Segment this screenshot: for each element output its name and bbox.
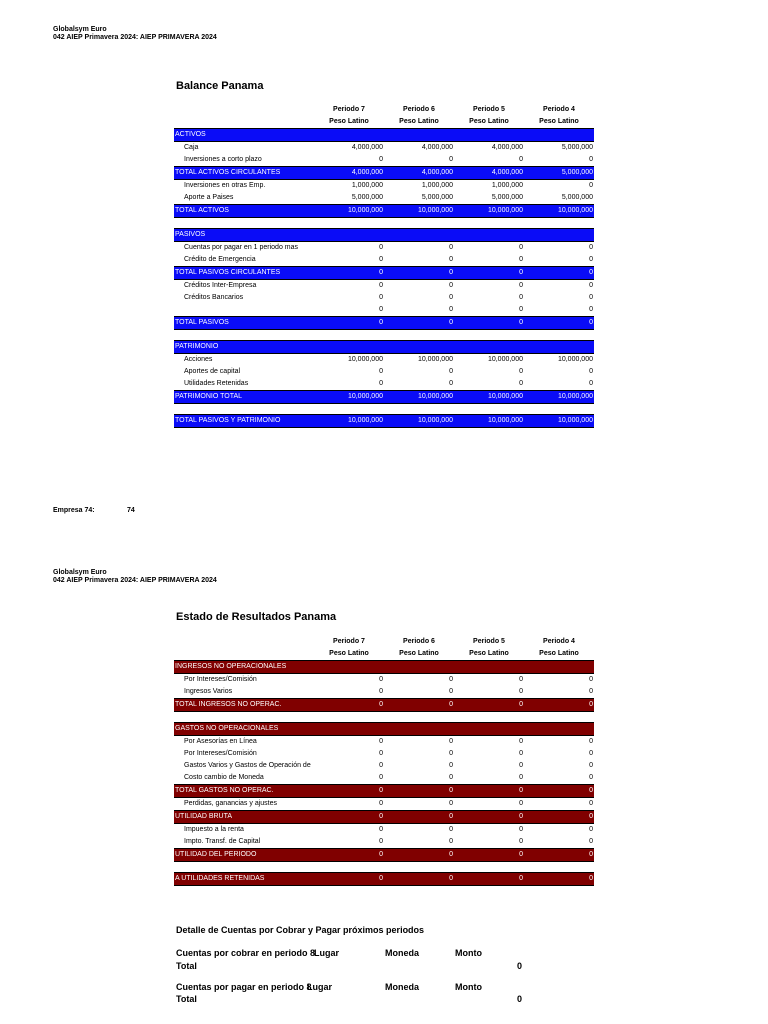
payables-place-header: Lugar — [307, 982, 333, 992]
results-currency-header-row — [174, 648, 594, 661]
row-value — [314, 218, 384, 229]
row-label: Cuentas por pagar en 1 periodo mas — [184, 244, 299, 251]
row-value — [524, 341, 594, 354]
row-label: Utilidades Retenidas — [184, 380, 249, 387]
row-value: 10,000,000 — [384, 391, 454, 404]
row-value: 0 — [379, 688, 383, 695]
row-value — [314, 330, 384, 341]
results-title: Estado de Resultados Panama — [176, 611, 337, 623]
row-label: Aportes de capital — [184, 368, 241, 375]
row-label: TOTAL INGRESOS NO OPERAC. — [174, 699, 314, 712]
row-value: 0 — [589, 306, 593, 313]
row-value: 0 — [314, 317, 384, 330]
row-value: 0 — [589, 156, 593, 163]
row-value — [454, 129, 524, 142]
payables-total-label: Total — [176, 994, 197, 1004]
row-value — [524, 712, 594, 723]
row-label: Crédito de Emergencia — [184, 256, 256, 263]
row-value — [314, 712, 384, 723]
row-value: 0 — [449, 688, 453, 695]
row-value: 0 — [524, 699, 594, 712]
row-value — [524, 129, 594, 142]
row-label: UTILIDAD DEL PERIODO — [174, 849, 314, 862]
row-value: 0 — [379, 294, 383, 301]
header-company-name: Globalsym Euro — [53, 26, 107, 33]
row-value — [524, 229, 594, 242]
row-value: 10,000,000 — [347, 356, 383, 363]
row-value: 4,000,000 — [314, 167, 384, 180]
row-value: 0 — [519, 800, 523, 807]
row-value: 0 — [314, 785, 384, 798]
row-value: 0 — [519, 244, 523, 251]
row-value: 5,000,000 — [561, 194, 593, 201]
receivables-total-value: 0 — [517, 961, 523, 971]
row-label: INGRESOS NO OPERACIONALES — [174, 661, 314, 674]
row-value: 10,000,000 — [524, 205, 594, 218]
row-value: 0 — [449, 244, 453, 251]
receivables-label: Cuentas por cobrar en periodo 8 — [176, 948, 316, 958]
payables-currency-header: Moneda — [385, 982, 420, 992]
balance-period-header-row — [174, 104, 594, 116]
row-value — [524, 661, 594, 674]
table-row — [174, 366, 594, 378]
row-value — [384, 723, 454, 736]
row-value: 0 — [384, 849, 454, 862]
row-value: 0 — [589, 738, 593, 745]
row-label: Inversiones en otras Emp. — [184, 182, 266, 189]
row-value: 0 — [384, 811, 454, 824]
row-value — [384, 229, 454, 242]
row-value: 0 — [384, 317, 454, 330]
row-value: 0 — [519, 738, 523, 745]
spacer-row — [174, 712, 594, 723]
row-value: 0 — [519, 688, 523, 695]
payables-amount-header: Monto — [455, 982, 482, 992]
row-value — [384, 712, 454, 723]
receivables-place-header: Lugar — [314, 948, 340, 958]
row-value: 0 — [384, 785, 454, 798]
row-value: 4,000,000 — [491, 144, 523, 151]
table-row — [174, 242, 594, 255]
table-row — [174, 760, 594, 772]
row-value: 0 — [449, 676, 453, 683]
table-row — [174, 142, 594, 155]
section-band-row — [174, 785, 594, 798]
row-value — [384, 862, 454, 873]
row-value: 10,000,000 — [487, 356, 523, 363]
results-table — [174, 636, 594, 886]
row-value: 0 — [589, 294, 593, 301]
row-value: 0 — [519, 368, 523, 375]
currency-header: Peso Latino — [469, 650, 509, 657]
row-value: 0 — [379, 762, 383, 769]
row-value: 0 — [589, 688, 593, 695]
payables-label: Cuentas por pagar en periodo 8 — [176, 982, 312, 992]
table-row — [174, 686, 594, 699]
balance-table — [174, 104, 594, 428]
row-value: 1,000,000 — [491, 182, 523, 189]
row-value: 1,000,000 — [351, 182, 383, 189]
row-value — [314, 723, 384, 736]
row-value: 0 — [379, 750, 383, 757]
row-value: 0 — [519, 676, 523, 683]
row-value: 0 — [449, 306, 453, 313]
table-row — [174, 280, 594, 293]
row-label — [174, 712, 314, 723]
table-row — [174, 824, 594, 837]
row-value: 0 — [384, 873, 454, 886]
table-row — [174, 180, 594, 193]
row-value — [314, 661, 384, 674]
row-value: 0 — [384, 267, 454, 280]
row-label: Por Asesorías en Línea — [184, 738, 257, 745]
row-label: Por Intereses/Comisión — [184, 676, 257, 683]
row-value: 0 — [589, 282, 593, 289]
row-value: 0 — [449, 738, 453, 745]
row-value — [454, 661, 524, 674]
row-value: 0 — [314, 267, 384, 280]
row-value — [524, 862, 594, 873]
row-label: GASTOS NO OPERACIONALES — [174, 723, 314, 736]
row-value: 0 — [589, 256, 593, 263]
section-band-row — [174, 873, 594, 886]
row-value: 0 — [519, 282, 523, 289]
header-course-name: 042 AIEP Primavera 2024: AIEP PRIMAVERA 2024 — [53, 34, 217, 41]
row-value: 0 — [379, 256, 383, 263]
row-value: 4,000,000 — [421, 144, 453, 151]
table-row — [174, 354, 594, 367]
row-value: 5,000,000 — [421, 194, 453, 201]
row-label: Costo cambio de Moneda — [184, 774, 264, 781]
report-header-second — [53, 569, 217, 585]
row-value: 0 — [589, 750, 593, 757]
row-value — [384, 330, 454, 341]
row-value: 0 — [589, 676, 593, 683]
row-value — [314, 404, 384, 415]
row-value: 0 — [519, 306, 523, 313]
spacer-row — [174, 404, 594, 415]
row-label: PATRIMONIO — [174, 341, 314, 354]
row-value: 0 — [379, 676, 383, 683]
row-value: 0 — [379, 244, 383, 251]
row-value: 0 — [449, 750, 453, 757]
row-label: Impuesto a la renta — [184, 826, 244, 833]
row-value: 0 — [449, 762, 453, 769]
row-value: 0 — [379, 306, 383, 313]
row-value: 0 — [524, 785, 594, 798]
row-value: 0 — [519, 826, 523, 833]
row-value — [454, 229, 524, 242]
row-label — [174, 862, 314, 873]
section-band-row — [174, 811, 594, 824]
row-value: 10,000,000 — [557, 356, 593, 363]
row-value: 10,000,000 — [314, 391, 384, 404]
period-header: Periodo 7 — [333, 638, 365, 645]
row-value — [384, 341, 454, 354]
row-label: Por Intereses/Comisión — [184, 750, 257, 757]
row-label: Aporte a Paises — [184, 194, 234, 201]
period-header: Periodo 4 — [543, 106, 575, 113]
table-row — [174, 304, 594, 317]
row-value: 0 — [454, 699, 524, 712]
table-row — [174, 192, 594, 205]
row-label: TOTAL ACTIVOS CIRCULANTES — [174, 167, 314, 180]
row-value — [454, 218, 524, 229]
row-label: Caja — [184, 144, 199, 151]
section-band-row — [174, 341, 594, 354]
row-value — [524, 330, 594, 341]
row-value: 10,000,000 — [384, 205, 454, 218]
row-label: Créditos Bancarios — [184, 294, 244, 301]
row-value: 0 — [449, 294, 453, 301]
row-value: 10,000,000 — [454, 415, 524, 428]
row-label: ACTIVOS — [174, 129, 314, 142]
currency-header: Peso Latino — [399, 118, 439, 125]
row-value: 0 — [519, 156, 523, 163]
row-value: 5,000,000 — [561, 144, 593, 151]
table-row — [174, 154, 594, 167]
row-value: 0 — [379, 156, 383, 163]
row-value: 0 — [589, 838, 593, 845]
row-label: Ingresos Varios — [184, 688, 233, 695]
row-value: 10,000,000 — [524, 391, 594, 404]
row-value: 0 — [449, 800, 453, 807]
row-label — [174, 218, 314, 229]
section-band-row — [174, 391, 594, 404]
row-value — [454, 330, 524, 341]
period-header: Periodo 6 — [403, 106, 435, 113]
row-value: 0 — [449, 368, 453, 375]
row-value: 0 — [314, 811, 384, 824]
row-value: 5,000,000 — [524, 167, 594, 180]
table-row — [174, 772, 594, 785]
row-value: 0 — [589, 368, 593, 375]
row-value — [454, 341, 524, 354]
row-value: 10,000,000 — [454, 391, 524, 404]
row-value — [524, 404, 594, 415]
row-label: Acciones — [184, 356, 213, 363]
row-value: 0 — [449, 838, 453, 845]
receivables-total-label: Total — [176, 961, 197, 971]
row-value: 0 — [519, 774, 523, 781]
row-label — [174, 404, 314, 415]
currency-header: Peso Latino — [329, 650, 369, 657]
row-value — [454, 712, 524, 723]
detail-title: Detalle de Cuentas por Cobrar y Pagar próximos periodos — [176, 925, 425, 935]
company-line — [53, 507, 135, 514]
row-value: 0 — [589, 826, 593, 833]
row-value: 10,000,000 — [524, 415, 594, 428]
period-header: Periodo 5 — [473, 638, 505, 645]
row-value: 0 — [524, 267, 594, 280]
row-value: 0 — [589, 182, 593, 189]
row-value: 0 — [589, 762, 593, 769]
row-value: 0 — [524, 849, 594, 862]
row-value: 0 — [379, 380, 383, 387]
row-label: TOTAL PASIVOS CIRCULANTES — [174, 267, 314, 280]
row-label: A UTILIDADES RETENIDAS — [174, 873, 314, 886]
section-band-row — [174, 699, 594, 712]
section-band-row — [174, 723, 594, 736]
row-value: 0 — [449, 380, 453, 387]
row-value: 0 — [454, 267, 524, 280]
row-value: 0 — [589, 244, 593, 251]
row-value: 0 — [589, 800, 593, 807]
row-label — [174, 304, 314, 317]
row-value: 1,000,000 — [421, 182, 453, 189]
table-row — [174, 836, 594, 849]
row-value: 0 — [379, 738, 383, 745]
row-value: 0 — [314, 849, 384, 862]
section-band-row — [174, 205, 594, 218]
row-value: 0 — [524, 811, 594, 824]
row-label: Inversiones a corto plazo — [184, 156, 262, 163]
section-band-row — [174, 229, 594, 242]
row-value: 10,000,000 — [314, 415, 384, 428]
row-value — [524, 218, 594, 229]
company-label: Empresa 74: — [53, 507, 95, 514]
row-value: 0 — [314, 873, 384, 886]
row-label: TOTAL PASIVOS — [174, 317, 314, 330]
spacer-row — [174, 330, 594, 341]
row-value: 0 — [379, 774, 383, 781]
section-band-row — [174, 849, 594, 862]
company-value: 74 — [127, 507, 135, 514]
spacer-row — [174, 218, 594, 229]
row-label: Gastos Varios y Gastos de Operación de — [184, 762, 311, 769]
row-label: Impto. Transf. de Capital — [184, 838, 261, 845]
row-value — [384, 218, 454, 229]
row-value — [454, 723, 524, 736]
row-value — [314, 129, 384, 142]
row-value: 0 — [454, 849, 524, 862]
row-value: 0 — [524, 317, 594, 330]
row-value: 0 — [379, 800, 383, 807]
currency-header: Peso Latino — [469, 118, 509, 125]
row-value: 0 — [449, 826, 453, 833]
table-row — [174, 674, 594, 687]
row-value: 4,000,000 — [384, 167, 454, 180]
row-value: 0 — [379, 368, 383, 375]
row-value: 0 — [379, 838, 383, 845]
row-value: 10,000,000 — [384, 415, 454, 428]
row-label: TOTAL GASTOS NO OPERAC. — [174, 785, 314, 798]
row-value: 0 — [519, 256, 523, 263]
row-value: 0 — [314, 699, 384, 712]
row-label: TOTAL ACTIVOS — [174, 205, 314, 218]
currency-header: Peso Latino — [539, 650, 579, 657]
payables-total-value: 0 — [517, 994, 523, 1004]
section-band-row — [174, 129, 594, 142]
row-value: 0 — [384, 699, 454, 712]
report-header-top — [53, 26, 217, 42]
section-band-row — [174, 267, 594, 280]
row-label: Perdidas, ganancias y ajustes — [184, 800, 277, 807]
row-label: PATRIMONIO TOTAL — [174, 391, 314, 404]
row-value — [384, 661, 454, 674]
row-value: 4,000,000 — [351, 144, 383, 151]
period-header: Periodo 5 — [473, 106, 505, 113]
row-value: 0 — [449, 282, 453, 289]
row-label: PASIVOS — [174, 229, 314, 242]
row-value: 10,000,000 — [417, 356, 453, 363]
period-header: Periodo 4 — [543, 638, 575, 645]
currency-header: Peso Latino — [399, 650, 439, 657]
row-value: 5,000,000 — [351, 194, 383, 201]
row-value: 0 — [449, 156, 453, 163]
results-period-header-row — [174, 636, 594, 648]
receivables-currency-header: Moneda — [385, 948, 420, 958]
row-value: 0 — [454, 785, 524, 798]
currency-header: Peso Latino — [539, 118, 579, 125]
table-row — [174, 736, 594, 749]
row-value: 0 — [519, 294, 523, 301]
section-band-row — [174, 317, 594, 330]
row-value: 0 — [589, 774, 593, 781]
row-label: Créditos Inter-Empresa — [184, 282, 257, 289]
table-row — [174, 798, 594, 811]
row-value: 0 — [379, 826, 383, 833]
row-value — [314, 341, 384, 354]
receivables-amount-header: Monto — [455, 948, 482, 958]
row-value: 10,000,000 — [454, 205, 524, 218]
row-value — [314, 862, 384, 873]
table-row — [174, 292, 594, 304]
row-value: 0 — [449, 774, 453, 781]
row-value: 0 — [519, 838, 523, 845]
row-label: TOTAL PASIVOS Y PATRIMONIO — [174, 415, 314, 428]
row-value: 0 — [449, 256, 453, 263]
row-value: 0 — [454, 811, 524, 824]
row-value: 0 — [454, 873, 524, 886]
table-row — [174, 254, 594, 267]
period-header: Periodo 7 — [333, 106, 365, 113]
row-value: 0 — [519, 380, 523, 387]
currency-header: Peso Latino — [329, 118, 369, 125]
row-value — [524, 723, 594, 736]
section-band-row — [174, 415, 594, 428]
row-value: 0 — [519, 762, 523, 769]
row-value: 10,000,000 — [314, 205, 384, 218]
header-course-name: 042 AIEP Primavera 2024: AIEP PRIMAVERA 2024 — [53, 577, 217, 584]
row-value: 0 — [519, 750, 523, 757]
row-label — [174, 330, 314, 341]
table-row — [174, 378, 594, 391]
balance-currency-header-row — [174, 116, 594, 129]
row-value: 4,000,000 — [454, 167, 524, 180]
row-value: 0 — [589, 380, 593, 387]
row-value — [384, 129, 454, 142]
row-value: 0 — [379, 282, 383, 289]
section-band-row — [174, 661, 594, 674]
balance-title: Balance Panama — [176, 80, 264, 92]
row-value: 0 — [454, 317, 524, 330]
row-value — [384, 404, 454, 415]
row-value: 5,000,000 — [491, 194, 523, 201]
row-value: 0 — [524, 873, 594, 886]
row-value — [314, 229, 384, 242]
period-header: Periodo 6 — [403, 638, 435, 645]
table-row — [174, 748, 594, 760]
spacer-row — [174, 862, 594, 873]
section-band-row — [174, 167, 594, 180]
row-label: UTILIDAD BRUTA — [174, 811, 314, 824]
header-company-name: Globalsym Euro — [53, 569, 107, 576]
row-value — [454, 862, 524, 873]
row-value — [454, 404, 524, 415]
